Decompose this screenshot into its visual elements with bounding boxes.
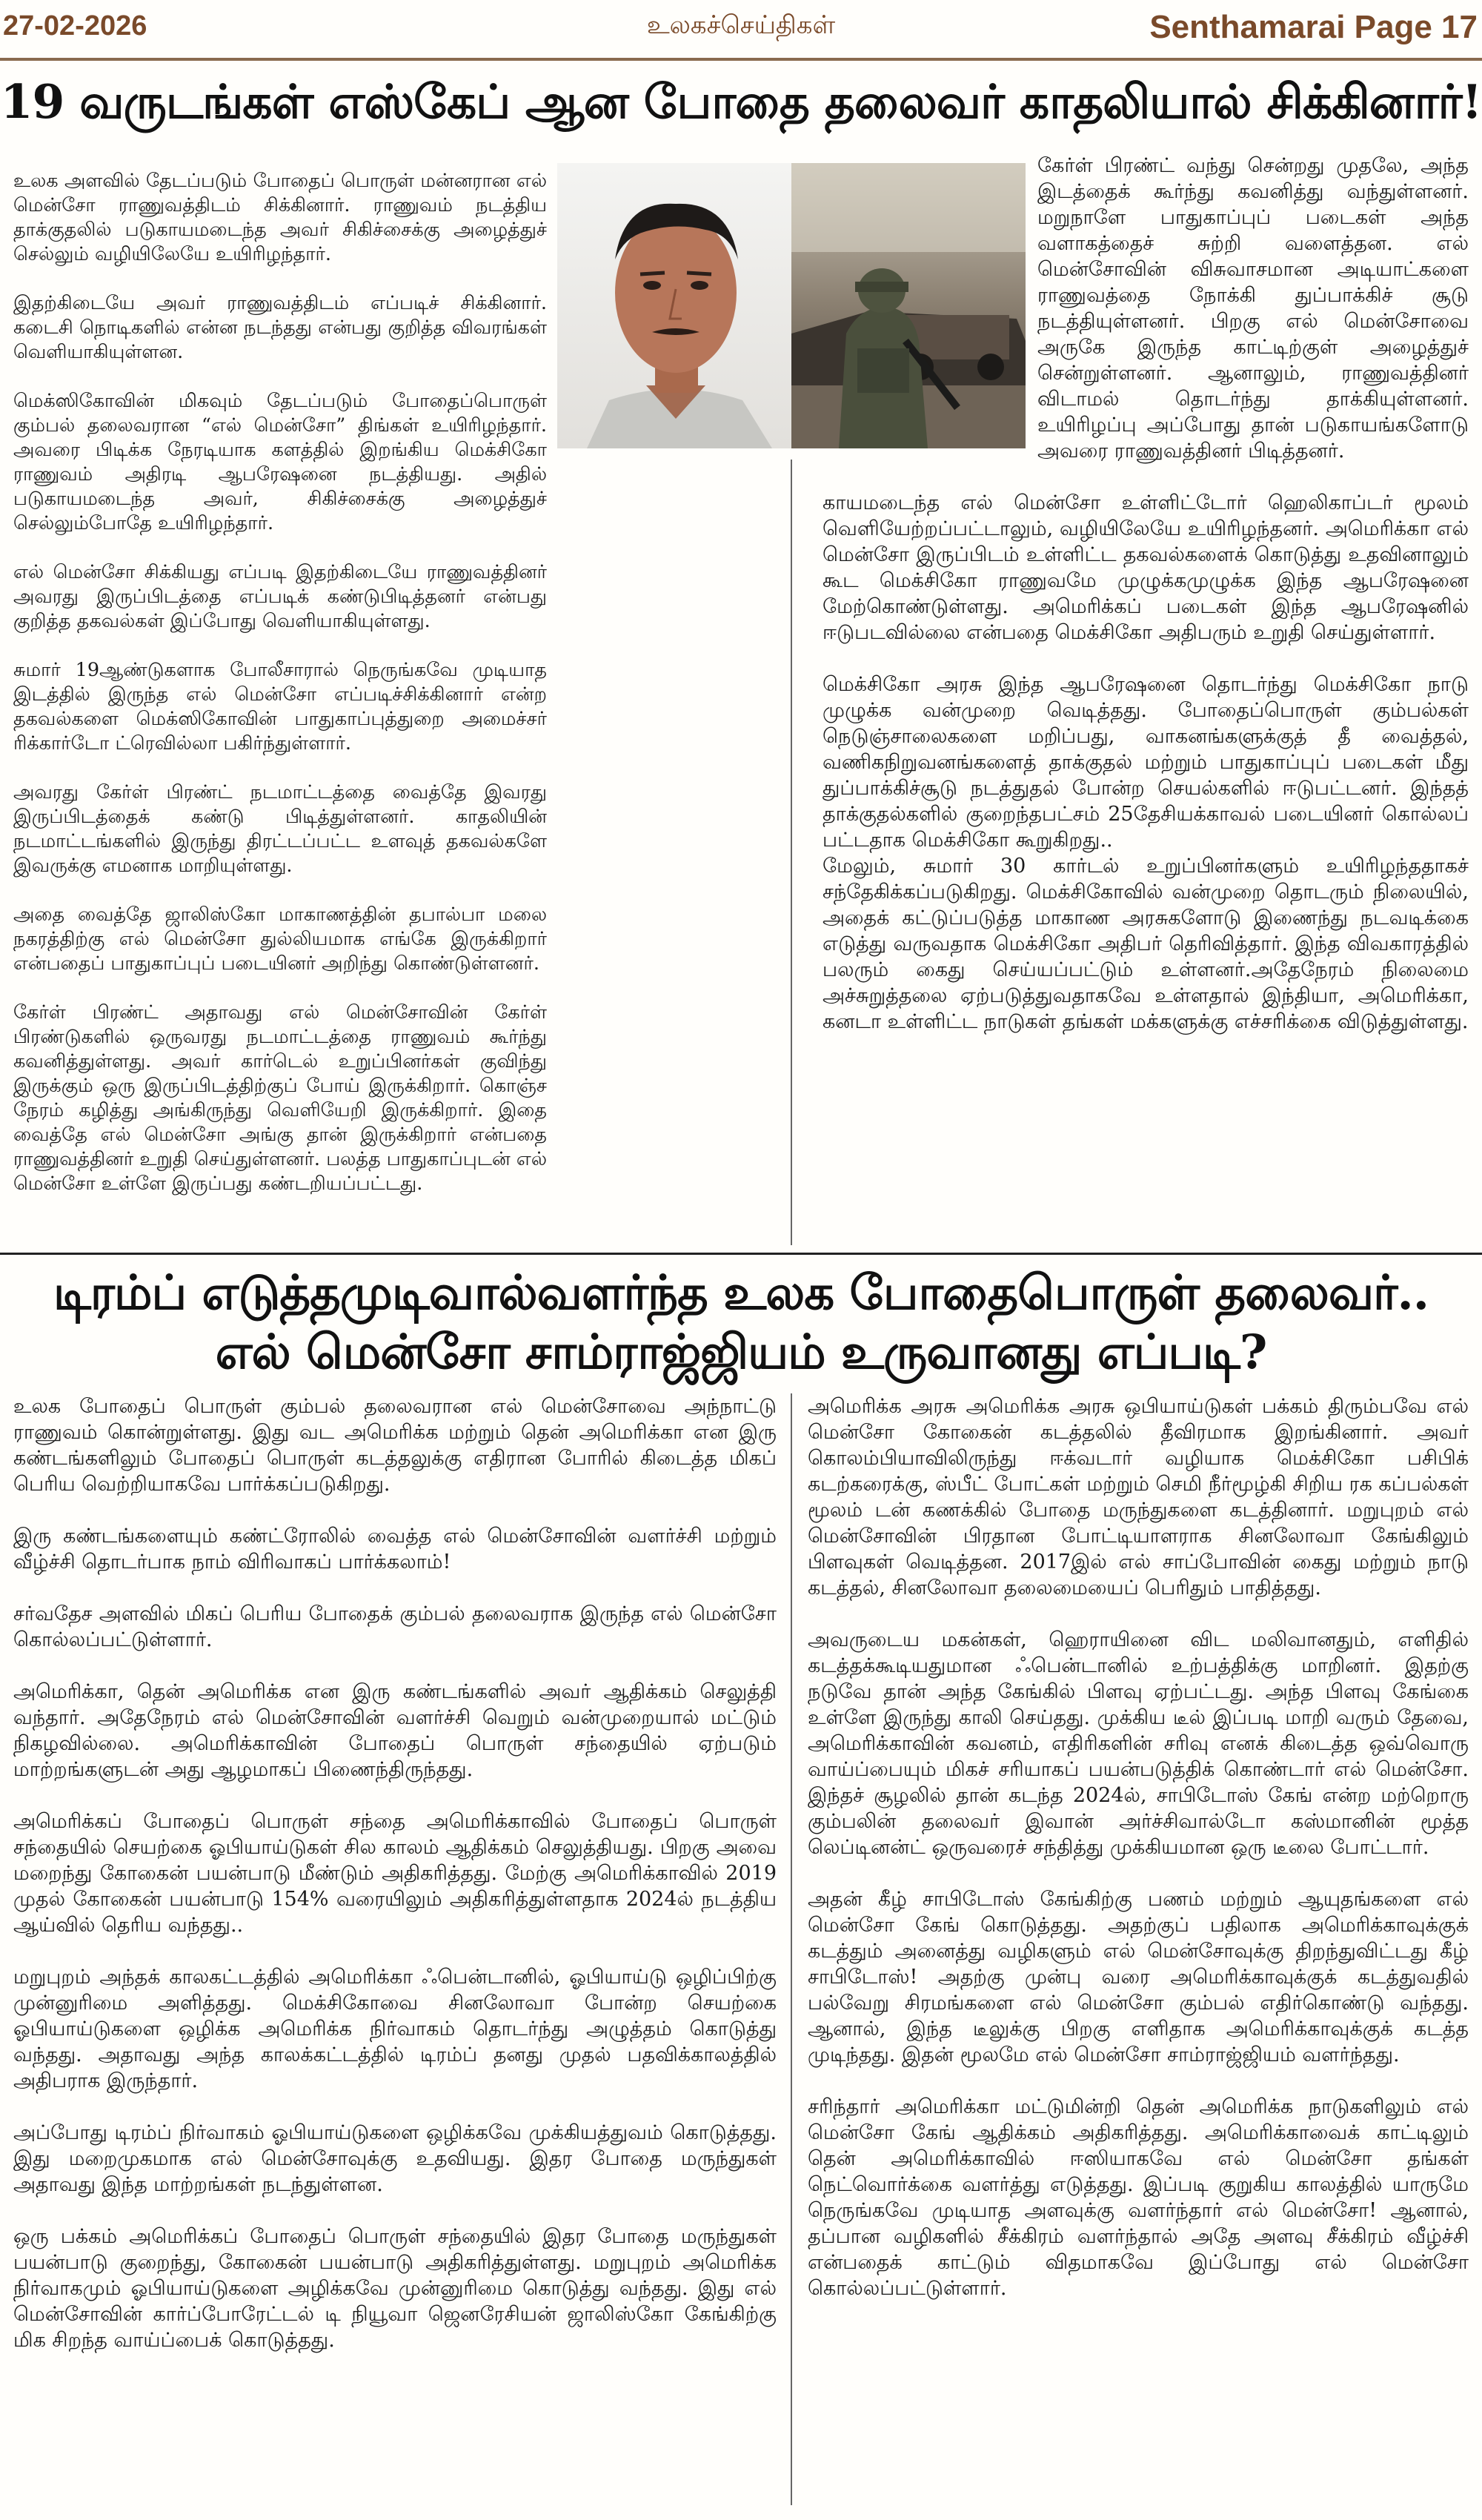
article-separator	[0, 1253, 1482, 1255]
article2-paragraph: அதன் கீழ் சாபிடோஸ் கேங்கிற்கு பணம் மற்றும் ஆயுதங்களை எல் மென்சோ கேங் கொடுத்தது. அதற்குப் பதிலாக அமெரிக்காவுக்குக் கடத்தும் அனைத்து வழிகளும் எல் மென்சோவுக்கு திறந்துவிட்டது கீழ் சாபிடோஸ்! அதற்கு முன்பு வரை அமெரிக்காவுக்குக் கடத்துவதில் பல்வேறு சிரமங்களை எல் மென்சோ கும்பல் எதிர்கொண்டு வந்தது. ஆனால், இந்த டீலுக்கு பிறகு எளிதாக அமெரிக்காவுக்குக் கடத்த முடிந்தது. இதன் மூலமே எல் மென்சோ சாம்ராஜ்ஜியம் வளர்ந்தது.	[808, 1888, 1469, 2066]
publication-page: Senthamarai Page 17	[1149, 9, 1478, 45]
article1-paragraph: மேலும், சுமார் 30 கார்டல் உறுப்பினர்களும் உயிரிழந்ததாகச் சந்தேகிக்கப்படுகிறது. மெக்சிகோவில் வன்முறை தொடரும் நிலையில், அதைக் கட்டுப்படுத்த மாகாண அரசுகளோடு இணைந்து நடவடிக்கை எடுத்து வருவதாக மெக்சிகோ அதிபர் தெரிவித்தார். இந்த விவகாரத்தில் பலரும் கைது செய்யப்பட்டும் உள்ளனர்.அதேநேரம் நிலைமை அச்சுறுத்தலை ஏற்படுத்துவதாகவே உள்ளதால் இந்தியா, அமெரிக்கா, கனடா உள்ளிட்ட நாடுகள் தங்கள் மக்களுக்கு எச்சரிக்கை விடுத்துள்ளது.	[823, 855, 1469, 1033]
article1-paragraph: மெக்சிகோ அரசு இந்த ஆபரேஷனை தொடர்ந்து மெக்சிகோ நாடு முழுக்க வன்முறை வெடித்தது. போதைப்பொருள் கும்பல்கள் நெடுஞ்சாலைகளை மறிப்பது, வாகனங்களுக்குத் தீ வைத்தல், வணிகநிறுவனங்களைத் தாக்குதல் மற்றும் பாதுகாப்புப் படைகள் மீது துப்பாக்கிச்சூடு நடத்துதல் போன்ற செயல்களில் ஈடுபட்டனர். இந்தத் தாக்குதல்களில் குறைந்தபட்சம் 25தேசியக்காவல் படையினர் கொல்லப் பட்டதாக மெக்சிகோ கூறுகிறது..	[823, 673, 1469, 852]
article2-left-column	[13, 1393, 777, 2353]
column-divider	[791, 1393, 792, 2505]
article1-paragraph: இதற்கிடையே அவர் ராணுவத்திடம் எப்படிச் சிக்கினார். கடைசி நொடிகளில் என்ன நடந்தது என்பது குறித்த விவரங்கள் வெளியாகியுள்ளன.	[13, 292, 547, 363]
article1-right-column	[823, 153, 1469, 1035]
article2-right-column	[808, 1393, 1469, 2301]
article1-left-column	[13, 169, 547, 1196]
article2-paragraph: இரு கண்டங்களையும் கண்ட்ரோலில் வைத்த எல் மென்சோவின் வளர்ச்சி மற்றும் வீழ்ச்சி தொடர்பாக நாம் விரிவாகப் பார்க்கலாம்!	[13, 1525, 777, 1574]
section-name: உலகச்செய்திகள்	[646, 10, 836, 40]
article1-paragraph: சுமார் 19ஆண்டுகளாக போலீசாரால் நெருங்கவே முடியாத இடத்தில் இருந்த எல் மென்சோ எப்படிச்சிக்கினார் என்ற தகவல்களை மெக்ஸிகோவின் பாதுகாப்புத்துறை அமைச்சர் ரிக்கார்டோ ட்ரெவில்லா பகிர்ந்துள்ளார்.	[13, 659, 547, 755]
article1-paragraph: எல் மென்சோ சிக்கியது எப்படி இதற்கிடையே ராணுவத்தினர் அவரது இருப்பிடத்தை எப்படிக் கண்டுபிடித்தனர் என்பது குறித்த தகவல்கள் இப்போது வெளியாகியுள்ளது.	[13, 561, 547, 632]
column-divider	[791, 460, 792, 1245]
article2-headline	[0, 1264, 1482, 1382]
article2-paragraph: அமெரிக்க அரசு அமெரிக்க அரசு ஒபியாய்டுகள் பக்கம் திரும்பவே எல் மென்சோ கோகைன் கடத்தலில் தீவிரமாக இறங்கினார். அவர் கொலம்பியாவிலிருந்து ஈக்வடார் வழியாக மெக்சிகோ பசிபிக் கடற்கரைக்கு, ஸ்பீட் போட்கள் மற்றும் செமி நீர்மூழ்கி சிறிய ரக கப்பல்கள் மூலம் டன் கணக்கில் போதை மருந்துகளை கடத்தினார். மறுபுறம் எல் மென்சோவின் பிரதான போட்டியாளராக சினலோவா கேங்கிலும் பிளவுகள் வெடித்தன. 2017இல் எல் சாப்போவின் கைது மற்றும் நாடு கடத்தல், சினலோவா தலைமையைப் பெரிதும் பாதித்தது.	[808, 1395, 1469, 1599]
article1-paragraph: கேர்ள் பிரண்ட் அதாவது எல் மென்சோவின் கேர்ள் பிரண்டுகளில் ஒருவரது நடமாட்டத்தை ராணுவம் கூர்ந்து கவனித்துள்ளது. அவர் கார்டெல் உறுப்பினர்கள் குவிந்து இருக்கும் ஒரு இருப்பிடத்திற்குப் போய் இருக்கிறார். கொஞ்ச நேரம் கழித்து அங்கிருந்து வெளியேறி இருக்கிறார். இதை வைத்தே எல் மென்சோ அங்கு தான் இருக்கிறார் என்பதை ராணுவத்தினர் உறுதி செய்துள்ளனர். பலத்த பாதுகாப்புடன் எல் மென்சோ உள்ளே இருப்பது கண்டறியப்பட்டது.	[13, 1001, 547, 1195]
header-rule	[0, 58, 1482, 61]
article2-paragraph: அவருடைய மகன்கள், ஹெராயினை விட மலிவானதும், எளிதில் கடத்தக்கூடியதுமான ஃபென்டானில் உற்பத்திக்கு மாறினர். இதற்கு நடுவே தான் அந்த கேங்கில் பிளவு ஏற்பட்டது. அந்த பிளவு கேங்கை உள்ளே இருந்து காலி செய்தது. முக்கிய டீல் இப்படி மாறி வரும் தேவை, அமெரிக்காவின் கவனம், எதிரிகளின் சரிவு எனக் கிடைத்த ஒவ்வொரு வாய்ப்பையும் மிகச் சரியாகப் பயன்படுத்திக் கொண்டார் எல் மென்சோ. இந்தச் சூழலில் தான் கடந்த 2024ல், சாபிடோஸ் கேங் என்ற மற்றொரு கும்பலின் தலைவர் இவான் அர்ச்சிவால்டோ கஸ்மானின் மூத்த லெப்டினன்ட் ஒருவரைச் சந்தித்து முக்கியமான ஒரு டீலை போட்டார்.	[808, 1628, 1469, 1859]
article2-paragraph: அப்போது டிரம்ப் நிர்வாகம் ஓபியாய்டுகளை ஒழிக்கவே முக்கியத்துவம் கொடுத்தது. இது மறைமுகமாக எல் மென்சோவுக்கு உதவியது. இதர போதை மருந்துகள் அதாவது இந்த மாற்றங்கள் நடந்துள்ளன.	[13, 2121, 777, 2196]
article1-paragraph: அதை வைத்தே ஜாலிஸ்கோ மாகாணத்தின் தபால்பா மலை நகரத்திற்கு எல் மென்சோ துல்லியமாக எங்கே இருக்கிறார் என்பதைப் பாதுகாப்புப் படையினர் அறிந்து கொண்டுள்ளனர்.	[13, 903, 547, 975]
article1-paragraph: கேர்ள் பிரண்ட் வந்து சென்றது முதலே, அந்த இடத்தைக் கூர்ந்து கவனித்து வந்துள்ளனர். மறுநாளே பாதுகாப்புப் படைகள் அந்த வளாகத்தைச் சுற்றி வளைத்தன. எல் மென்சோவின் விசுவாசமான அடியாட்களை ராணுவத்தை நோக்கி துப்பாக்கிச் சூடு நடத்தியுள்ளனர். பிறகு எல் மென்சோவை அருகே இருந்த காட்டிற்குள் அழைத்துச் சென்றுள்ளனர். ஆனாலும், ராணுவத்தினர் விடாமல் தொடர்ந்து தாக்கியுள்ளனர். உயிரிழப்பு அப்போது தான் படுகாயங்களோடு அவரை ராணுவத்தினர் பிடித்தனர்.	[1037, 154, 1469, 462]
article2-paragraph: சரிந்தார் அமெரிக்கா மட்டுமின்றி தென் அமெரிக்க நாடுகளிலும் எல் மென்சோ கேங் ஆதிக்கம் அதிகரித்தது. அமெரிக்காவைக் காட்டிலும் தென் அமெரிக்காவில் ஈஸியாகவே எல் மென்சோ தங்கள் நெட்வொர்க்கை வளர்த்து எடுத்தது. இப்படி குறுகிய காலத்தில் யாருமே நெருங்கவே முடியாத அளவுக்கு வளர்ந்தார் எல் மென்சோ! ஆனால், தப்பான வழிகளில் சீக்கிரம் வளர்ந்தால் அதே அளவு சீக்கிரம் வீழ்ச்சி என்பதைக் காட்டும் விதமாகவே இப்போது எல் மென்சோ கொல்லப்பட்டுள்ளார்.	[808, 2095, 1469, 2300]
article2-paragraph: சர்வதேச அளவில் மிகப் பெரிய போதைக் கும்பல் தலைவராக இருந்த எல் மென்சோ கொல்லப்பட்டுள்ளார்.	[13, 1602, 777, 1651]
page-header	[0, 0, 1482, 59]
article1-paragraph: மெக்ஸிகோவின் மிகவும் தேடப்படும் போதைப்பொருள் கும்பல் தலைவரான “எல் மென்சோ” திங்கள் உயிரிழந்தார். அவரை பிடிக்க நேரடியாக களத்தில் இறங்கிய மெக்சிகோ ராணுவம் அதிரடி ஆபரேஷனை நடத்தியது. அதில் படுகாயமடைந்த அவர், சிகிச்சைக்கு அழைத்துச் செல்லும்போதே உயிரிழந்தார்.	[13, 390, 547, 534]
article1-headline: 19 வருடங்கள் எஸ்கேப் ஆன போதை தலைவர் காதலியால் சிக்கினார்!	[0, 74, 1482, 129]
article2-paragraph: ஒரு பக்கம் அமெரிக்கப் போதைப் பொருள் சந்தையில் இதர போதை மருந்துகள் பயன்பாடு குறைந்து, கோகைன் பயன்பாடு அதிகரித்துள்ளது. மறுபுறம் அமெரிக்க நிர்வாகமும் ஓபியாய்டுகளை அழிக்கவே முன்னுரிமை கொடுத்து வந்தது. இது எல் மென்சோவின் கார்ப்போரேட்டல் டி நியூவா ஜெனரேசியன் ஜாலிஸ்கோ கேங்கிற்கு மிக சிறந்த வாய்ப்பைக் கொடுத்தது.	[13, 2225, 777, 2352]
article2-headline-line2: எல் மென்சோ சாம்ராஜ்ஜியம் உருவானது எப்படி?	[215, 1324, 1267, 1380]
article2-paragraph: அமெரிக்கப் போதைப் பொருள் சந்தை அமெரிக்காவில் போதைப் பொருள் சந்தையில் செயற்கை ஓபியாய்டுகள் சில காலம் ஆதிக்கம் செலுத்தியது. பிறகு அவை மறைந்து கோகைன் பயன்பாடு மீண்டும் அதிகரித்தது. மேற்கு அமெரிக்காவில் 2019 முதல் கோகைன் பயன்பாடு 154% வரையிலும் அதிகரித்துள்ளதாக 2024ல் நடத்திய ஆய்வில் தெரிய வந்தது..	[13, 1810, 777, 1937]
article2-paragraph: மறுபுறம் அந்தக் காலகட்டத்தில் அமெரிக்கா ஃபென்டானில், ஓபியாய்டு ஒழிப்பிற்கு முன்னுரிமை அளித்தது. மெக்சிகோவை சினலோவா போன்ற செயற்கை ஓபியாய்டுகளை ஒழிக்க அமெரிக்க நிர்வாகம் தொடர்ந்து அழுத்தம் கொடுத்து வந்தது. அதாவது அந்த காலக்கட்டத்தில் டிரம்ப் தனது முதல் பதவிக்காலத்தில் அதிபராக இருந்தார்.	[13, 1966, 777, 2092]
article1-paragraph: அவரது கேர்ள் பிரண்ட் நடமாட்டத்தை வைத்தே இவரது இருப்பிடத்தைக் கண்டு பிடித்துள்ளனர். காதலியின் நடமாட்டங்களில் இருந்து திரட்டப்பட்ட உளவுத் தகவல்களே இவருக்கு எமனாக மாறியுள்ளது.	[13, 781, 547, 877]
issue-date: 27-02-2026	[3, 10, 147, 42]
article2-headline-line1: டிரம்ப் எடுத்தமுடிவால்வளர்ந்த உலக போதைபொருள் தலைவர்..	[53, 1265, 1429, 1321]
article2-paragraph: அமெரிக்கா, தென் அமெரிக்க என இரு கண்டங்களில் அவர் ஆதிக்கம் செலுத்தி வந்தார். அதேநேரம் எல் மென்சோவின் வளர்ச்சி வெறும் வன்முறையால் மட்டும் நிகழவில்லை. அமெரிக்காவின் போதைப் பொருள் சந்தையில் ஏற்படும் மாற்றங்களுடன் அது ஆழமாகப் பிணைந்திருந்தது.	[13, 1680, 777, 1781]
article1-paragraph: காயமடைந்த எல் மென்சோ உள்ளிட்டோர் ஹெலிகாப்டர் மூலம் வெளியேற்றப்பட்டாலும், வழியிலேயே உயிரிழந்தனர். அமெரிக்கா எல் மென்சோ இருப்பிடம் உள்ளிட்ட தகவல்களைக் கொடுத்து உதவினாலும் கூட மெக்சிகோ ராணுவமே முழுக்கமுழுக்க இந்த ஆபரேஷனை மேற்கொண்டுள்ளது. அமெரிக்கப் படைகள் இந்த ஆபரேஷனில் ஈடுபடவில்லை என்பதை மெக்சிகோ அதிபரும் உறுதி செய்துள்ளார்.	[823, 491, 1469, 644]
article2-paragraph: உலக போதைப் பொருள் கும்பல் தலைவரான எல் மென்சோவை அந்நாட்டு ராணுவம் கொன்றுள்ளது. இது வட அமெரிக்க மற்றும் தென் அமெரிக்கா என இரு கண்டங்களிலும் போதைப் பொருள் கடத்தலுக்கு எதிரான போரில் கிடைத்த மிகப் பெரிய வெற்றியாகவே பார்க்கப்படுகிறது.	[13, 1395, 777, 1496]
article1-paragraph: உலக அளவில் தேடப்படும் போதைப் பொருள் மன்னரான எல் மென்சோ ராணுவத்திடம் சிக்கினார். ராணுவம் நடத்திய தாக்குதலில் படுகாயமடைந்த அவர் சிகிச்சைக்கு அழைத்துச் செல்லும் வழியிலேயே உயிரிழந்தார்.	[13, 170, 547, 265]
